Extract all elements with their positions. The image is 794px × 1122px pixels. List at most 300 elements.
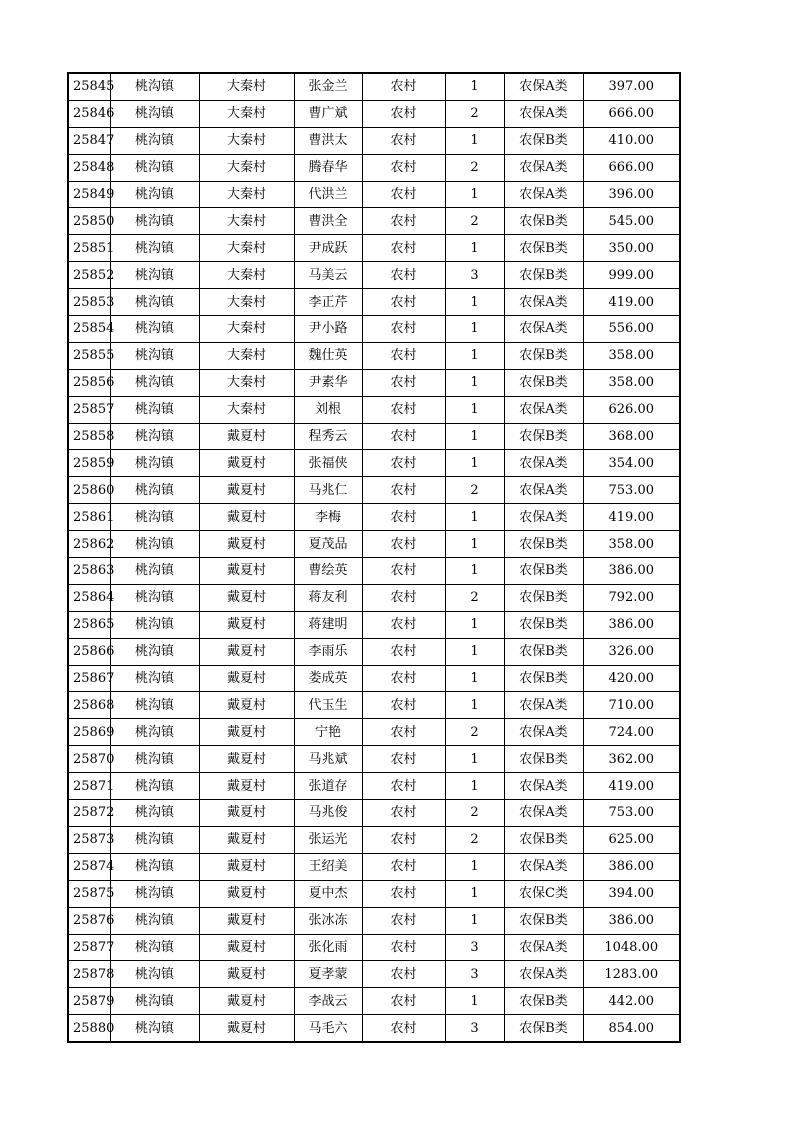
cell-village: 大秦村 [199, 262, 294, 289]
cell-insurance-category: 农保B类 [504, 1015, 583, 1042]
cell-amount: 354.00 [583, 450, 680, 477]
cell-record-id: 25849 [68, 181, 110, 208]
cell-person-name: 张福侠 [294, 450, 362, 477]
table-row [68, 262, 680, 289]
cell-town: 桃沟镇 [110, 611, 199, 638]
cell-village: 戴夏村 [199, 423, 294, 450]
cell-insurance-category: 农保A类 [504, 504, 583, 531]
cell-amount: 386.00 [583, 558, 680, 585]
cell-person-name: 马兆仁 [294, 477, 362, 504]
cell-person-name: 刘根 [294, 396, 362, 423]
cell-household-count: 1 [445, 450, 504, 477]
cell-area-type: 农村 [362, 262, 445, 289]
table-row [68, 665, 680, 692]
cell-person-name: 腾春华 [294, 154, 362, 181]
cell-area-type: 农村 [362, 988, 445, 1015]
cell-amount: 397.00 [583, 73, 680, 100]
table-row [68, 100, 680, 127]
cell-amount: 545.00 [583, 208, 680, 235]
cell-record-id: 25875 [68, 880, 110, 907]
cell-person-name: 程秀云 [294, 423, 362, 450]
cell-village: 大秦村 [199, 235, 294, 262]
cell-record-id: 25869 [68, 719, 110, 746]
cell-village: 戴夏村 [199, 746, 294, 773]
cell-person-name: 魏仕英 [294, 342, 362, 369]
cell-household-count: 1 [445, 773, 504, 800]
cell-town: 桃沟镇 [110, 289, 199, 316]
table-row [68, 369, 680, 396]
cell-area-type: 农村 [362, 826, 445, 853]
cell-town: 桃沟镇 [110, 638, 199, 665]
cell-village: 戴夏村 [199, 961, 294, 988]
cell-amount: 326.00 [583, 638, 680, 665]
cell-amount: 396.00 [583, 181, 680, 208]
cell-town: 桃沟镇 [110, 208, 199, 235]
cell-record-id: 25855 [68, 342, 110, 369]
table-row [68, 1015, 680, 1042]
cell-village: 戴夏村 [199, 719, 294, 746]
cell-area-type: 农村 [362, 289, 445, 316]
cell-household-count: 3 [445, 934, 504, 961]
cell-household-count: 3 [445, 961, 504, 988]
cell-amount: 386.00 [583, 907, 680, 934]
cell-person-name: 马兆斌 [294, 746, 362, 773]
cell-insurance-category: 农保A类 [504, 961, 583, 988]
cell-person-name: 尹小路 [294, 316, 362, 343]
cell-household-count: 1 [445, 638, 504, 665]
cell-insurance-category: 农保A类 [504, 316, 583, 343]
cell-person-name: 王绍美 [294, 853, 362, 880]
cell-person-name: 宁艳 [294, 719, 362, 746]
table-row [68, 988, 680, 1015]
cell-town: 桃沟镇 [110, 961, 199, 988]
cell-village: 戴夏村 [199, 988, 294, 1015]
cell-area-type: 农村 [362, 423, 445, 450]
table-row [68, 235, 680, 262]
cell-area-type: 农村 [362, 450, 445, 477]
cell-town: 桃沟镇 [110, 934, 199, 961]
cell-insurance-category: 农保A类 [504, 154, 583, 181]
cell-area-type: 农村 [362, 638, 445, 665]
cell-area-type: 农村 [362, 154, 445, 181]
cell-record-id: 25870 [68, 746, 110, 773]
cell-area-type: 农村 [362, 342, 445, 369]
cell-insurance-category: 农保B类 [504, 262, 583, 289]
cell-village: 戴夏村 [199, 853, 294, 880]
cell-village: 戴夏村 [199, 450, 294, 477]
cell-village: 戴夏村 [199, 692, 294, 719]
cell-household-count: 2 [445, 800, 504, 827]
cell-insurance-category: 农保A类 [504, 396, 583, 423]
cell-insurance-category: 农保A类 [504, 289, 583, 316]
cell-record-id: 25876 [68, 907, 110, 934]
cell-area-type: 农村 [362, 584, 445, 611]
cell-household-count: 1 [445, 504, 504, 531]
cell-record-id: 25845 [68, 73, 110, 100]
cell-insurance-category: 农保B类 [504, 127, 583, 154]
cell-insurance-category: 农保A类 [504, 181, 583, 208]
cell-amount: 420.00 [583, 665, 680, 692]
table-row [68, 477, 680, 504]
table-row [68, 800, 680, 827]
cell-insurance-category: 农保A类 [504, 692, 583, 719]
cell-record-id: 25880 [68, 1015, 110, 1042]
cell-village: 大秦村 [199, 289, 294, 316]
cell-insurance-category: 农保B类 [504, 665, 583, 692]
cell-amount: 626.00 [583, 396, 680, 423]
cell-area-type: 农村 [362, 531, 445, 558]
table-row [68, 316, 680, 343]
table-row [68, 692, 680, 719]
table-row [68, 611, 680, 638]
cell-person-name: 尹素华 [294, 369, 362, 396]
cell-record-id: 25865 [68, 611, 110, 638]
cell-amount: 358.00 [583, 342, 680, 369]
cell-town: 桃沟镇 [110, 746, 199, 773]
cell-amount: 368.00 [583, 423, 680, 450]
cell-person-name: 娄成英 [294, 665, 362, 692]
cell-town: 桃沟镇 [110, 665, 199, 692]
cell-insurance-category: 农保B类 [504, 611, 583, 638]
cell-record-id: 25866 [68, 638, 110, 665]
cell-amount: 1283.00 [583, 961, 680, 988]
cell-insurance-category: 农保B类 [504, 558, 583, 585]
cell-household-count: 1 [445, 396, 504, 423]
cell-household-count: 2 [445, 477, 504, 504]
cell-record-id: 25879 [68, 988, 110, 1015]
cell-village: 戴夏村 [199, 665, 294, 692]
cell-amount: 386.00 [583, 611, 680, 638]
cell-town: 桃沟镇 [110, 988, 199, 1015]
cell-amount: 753.00 [583, 800, 680, 827]
cell-record-id: 25878 [68, 961, 110, 988]
cell-record-id: 25860 [68, 477, 110, 504]
cell-person-name: 李雨乐 [294, 638, 362, 665]
cell-town: 桃沟镇 [110, 127, 199, 154]
cell-area-type: 农村 [362, 719, 445, 746]
cell-village: 戴夏村 [199, 504, 294, 531]
cell-person-name: 马兆俊 [294, 800, 362, 827]
table-row [68, 154, 680, 181]
cell-person-name: 尹成跃 [294, 235, 362, 262]
cell-household-count: 1 [445, 611, 504, 638]
table-row [68, 181, 680, 208]
cell-amount: 394.00 [583, 880, 680, 907]
cell-town: 桃沟镇 [110, 1015, 199, 1042]
cell-insurance-category: 农保A类 [504, 773, 583, 800]
cell-area-type: 农村 [362, 907, 445, 934]
cell-record-id: 25867 [68, 665, 110, 692]
cell-insurance-category: 农保B类 [504, 423, 583, 450]
cell-village: 戴夏村 [199, 638, 294, 665]
table-body [68, 73, 680, 1042]
table-row [68, 396, 680, 423]
cell-town: 桃沟镇 [110, 342, 199, 369]
cell-area-type: 农村 [362, 208, 445, 235]
cell-area-type: 农村 [362, 73, 445, 100]
cell-person-name: 李正芹 [294, 289, 362, 316]
cell-household-count: 1 [445, 558, 504, 585]
table-row [68, 73, 680, 100]
table-row [68, 208, 680, 235]
cell-household-count: 1 [445, 127, 504, 154]
table-row [68, 423, 680, 450]
cell-insurance-category: 农保B类 [504, 369, 583, 396]
cell-person-name: 夏孝蒙 [294, 961, 362, 988]
cell-insurance-category: 农保A类 [504, 73, 583, 100]
table-row [68, 342, 680, 369]
cell-insurance-category: 农保B类 [504, 235, 583, 262]
cell-area-type: 农村 [362, 800, 445, 827]
cell-town: 桃沟镇 [110, 235, 199, 262]
cell-person-name: 代洪兰 [294, 181, 362, 208]
cell-area-type: 农村 [362, 1015, 445, 1042]
cell-town: 桃沟镇 [110, 907, 199, 934]
cell-area-type: 农村 [362, 665, 445, 692]
cell-area-type: 农村 [362, 880, 445, 907]
cell-area-type: 农村 [362, 181, 445, 208]
cell-household-count: 2 [445, 719, 504, 746]
table-row [68, 289, 680, 316]
cell-insurance-category: 农保A类 [504, 719, 583, 746]
cell-area-type: 农村 [362, 853, 445, 880]
cell-town: 桃沟镇 [110, 154, 199, 181]
cell-amount: 419.00 [583, 504, 680, 531]
cell-record-id: 25877 [68, 934, 110, 961]
table-row [68, 638, 680, 665]
cell-household-count: 1 [445, 369, 504, 396]
cell-town: 桃沟镇 [110, 773, 199, 800]
cell-person-name: 夏茂品 [294, 531, 362, 558]
cell-area-type: 农村 [362, 773, 445, 800]
cell-area-type: 农村 [362, 961, 445, 988]
cell-amount: 999.00 [583, 262, 680, 289]
cell-household-count: 2 [445, 100, 504, 127]
cell-area-type: 农村 [362, 316, 445, 343]
cell-record-id: 25868 [68, 692, 110, 719]
cell-person-name: 曹绘英 [294, 558, 362, 585]
cell-record-id: 25851 [68, 235, 110, 262]
cell-record-id: 25850 [68, 208, 110, 235]
cell-village: 戴夏村 [199, 611, 294, 638]
cell-area-type: 农村 [362, 611, 445, 638]
cell-household-count: 2 [445, 826, 504, 853]
cell-area-type: 农村 [362, 235, 445, 262]
cell-village: 戴夏村 [199, 800, 294, 827]
cell-town: 桃沟镇 [110, 450, 199, 477]
cell-village: 大秦村 [199, 73, 294, 100]
cell-person-name: 夏中杰 [294, 880, 362, 907]
cell-amount: 350.00 [583, 235, 680, 262]
cell-amount: 710.00 [583, 692, 680, 719]
cell-area-type: 农村 [362, 369, 445, 396]
cell-person-name: 张冰冻 [294, 907, 362, 934]
cell-village: 大秦村 [199, 181, 294, 208]
cell-household-count: 2 [445, 154, 504, 181]
cell-person-name: 张运光 [294, 826, 362, 853]
cell-record-id: 25853 [68, 289, 110, 316]
cell-record-id: 25846 [68, 100, 110, 127]
cell-town: 桃沟镇 [110, 181, 199, 208]
cell-town: 桃沟镇 [110, 558, 199, 585]
cell-amount: 419.00 [583, 773, 680, 800]
cell-area-type: 农村 [362, 127, 445, 154]
cell-person-name: 张金兰 [294, 73, 362, 100]
cell-person-name: 蒋建明 [294, 611, 362, 638]
cell-record-id: 25863 [68, 558, 110, 585]
cell-household-count: 2 [445, 208, 504, 235]
table-row [68, 719, 680, 746]
table-row [68, 826, 680, 853]
cell-insurance-category: 农保B类 [504, 531, 583, 558]
cell-insurance-category: 农保A类 [504, 477, 583, 504]
cell-record-id: 25859 [68, 450, 110, 477]
cell-town: 桃沟镇 [110, 853, 199, 880]
cell-village: 大秦村 [199, 342, 294, 369]
cell-area-type: 农村 [362, 100, 445, 127]
cell-household-count: 1 [445, 423, 504, 450]
cell-village: 戴夏村 [199, 584, 294, 611]
cell-household-count: 2 [445, 584, 504, 611]
cell-town: 桃沟镇 [110, 531, 199, 558]
table-row [68, 450, 680, 477]
cell-town: 桃沟镇 [110, 396, 199, 423]
cell-household-count: 1 [445, 342, 504, 369]
cell-area-type: 农村 [362, 504, 445, 531]
cell-amount: 410.00 [583, 127, 680, 154]
table-row [68, 127, 680, 154]
cell-insurance-category: 农保B类 [504, 208, 583, 235]
cell-household-count: 1 [445, 692, 504, 719]
cell-person-name: 马美云 [294, 262, 362, 289]
cell-household-count: 1 [445, 181, 504, 208]
cell-person-name: 曹广斌 [294, 100, 362, 127]
table-row [68, 853, 680, 880]
cell-amount: 792.00 [583, 584, 680, 611]
cell-household-count: 1 [445, 73, 504, 100]
cell-town: 桃沟镇 [110, 73, 199, 100]
cell-insurance-category: 农保B类 [504, 826, 583, 853]
cell-amount: 386.00 [583, 853, 680, 880]
table-row [68, 558, 680, 585]
cell-person-name: 李战云 [294, 988, 362, 1015]
cell-record-id: 25858 [68, 423, 110, 450]
cell-area-type: 农村 [362, 934, 445, 961]
cell-village: 大秦村 [199, 208, 294, 235]
cell-record-id: 25873 [68, 826, 110, 853]
cell-village: 戴夏村 [199, 773, 294, 800]
cell-town: 桃沟镇 [110, 369, 199, 396]
cell-record-id: 25864 [68, 584, 110, 611]
cell-amount: 854.00 [583, 1015, 680, 1042]
cell-person-name: 代玉生 [294, 692, 362, 719]
cell-household-count: 1 [445, 880, 504, 907]
cell-amount: 358.00 [583, 531, 680, 558]
cell-insurance-category: 农保A类 [504, 853, 583, 880]
cell-amount: 1048.00 [583, 934, 680, 961]
cell-insurance-category: 农保A类 [504, 800, 583, 827]
cell-town: 桃沟镇 [110, 719, 199, 746]
cell-record-id: 25871 [68, 773, 110, 800]
table-row [68, 934, 680, 961]
cell-insurance-category: 农保B类 [504, 638, 583, 665]
cell-insurance-category: 农保B类 [504, 988, 583, 1015]
cell-town: 桃沟镇 [110, 504, 199, 531]
cell-household-count: 1 [445, 988, 504, 1015]
cell-record-id: 25862 [68, 531, 110, 558]
cell-person-name: 李梅 [294, 504, 362, 531]
cell-village: 戴夏村 [199, 477, 294, 504]
cell-insurance-category: 农保A类 [504, 934, 583, 961]
cell-village: 戴夏村 [199, 558, 294, 585]
table-row [68, 746, 680, 773]
cell-record-id: 25854 [68, 316, 110, 343]
cell-amount: 724.00 [583, 719, 680, 746]
cell-household-count: 3 [445, 262, 504, 289]
cell-village: 大秦村 [199, 396, 294, 423]
cell-amount: 358.00 [583, 369, 680, 396]
cell-town: 桃沟镇 [110, 262, 199, 289]
cell-insurance-category: 农保B类 [504, 342, 583, 369]
records-table [67, 72, 681, 1043]
cell-amount: 666.00 [583, 100, 680, 127]
cell-town: 桃沟镇 [110, 880, 199, 907]
cell-area-type: 农村 [362, 558, 445, 585]
cell-record-id: 25847 [68, 127, 110, 154]
cell-town: 桃沟镇 [110, 800, 199, 827]
cell-village: 戴夏村 [199, 880, 294, 907]
cell-household-count: 1 [445, 746, 504, 773]
cell-household-count: 1 [445, 235, 504, 262]
cell-household-count: 3 [445, 1015, 504, 1042]
cell-town: 桃沟镇 [110, 584, 199, 611]
table-row [68, 961, 680, 988]
cell-amount: 442.00 [583, 988, 680, 1015]
table-row [68, 880, 680, 907]
cell-household-count: 1 [445, 907, 504, 934]
table-row [68, 907, 680, 934]
cell-village: 戴夏村 [199, 1015, 294, 1042]
cell-household-count: 1 [445, 665, 504, 692]
cell-person-name: 曹洪太 [294, 127, 362, 154]
cell-household-count: 1 [445, 316, 504, 343]
cell-town: 桃沟镇 [110, 100, 199, 127]
cell-village: 大秦村 [199, 127, 294, 154]
cell-amount: 666.00 [583, 154, 680, 181]
table-row [68, 504, 680, 531]
cell-person-name: 张道存 [294, 773, 362, 800]
cell-amount: 362.00 [583, 746, 680, 773]
cell-town: 桃沟镇 [110, 423, 199, 450]
cell-village: 大秦村 [199, 100, 294, 127]
cell-village: 戴夏村 [199, 826, 294, 853]
cell-person-name: 张化雨 [294, 934, 362, 961]
cell-person-name: 曹洪全 [294, 208, 362, 235]
cell-area-type: 农村 [362, 746, 445, 773]
cell-insurance-category: 农保B类 [504, 584, 583, 611]
cell-town: 桃沟镇 [110, 316, 199, 343]
cell-record-id: 25861 [68, 504, 110, 531]
cell-person-name: 蒋友利 [294, 584, 362, 611]
cell-amount: 556.00 [583, 316, 680, 343]
cell-record-id: 25852 [68, 262, 110, 289]
cell-record-id: 25874 [68, 853, 110, 880]
cell-village: 戴夏村 [199, 531, 294, 558]
cell-insurance-category: 农保A类 [504, 100, 583, 127]
cell-amount: 625.00 [583, 826, 680, 853]
cell-amount: 753.00 [583, 477, 680, 504]
cell-town: 桃沟镇 [110, 826, 199, 853]
